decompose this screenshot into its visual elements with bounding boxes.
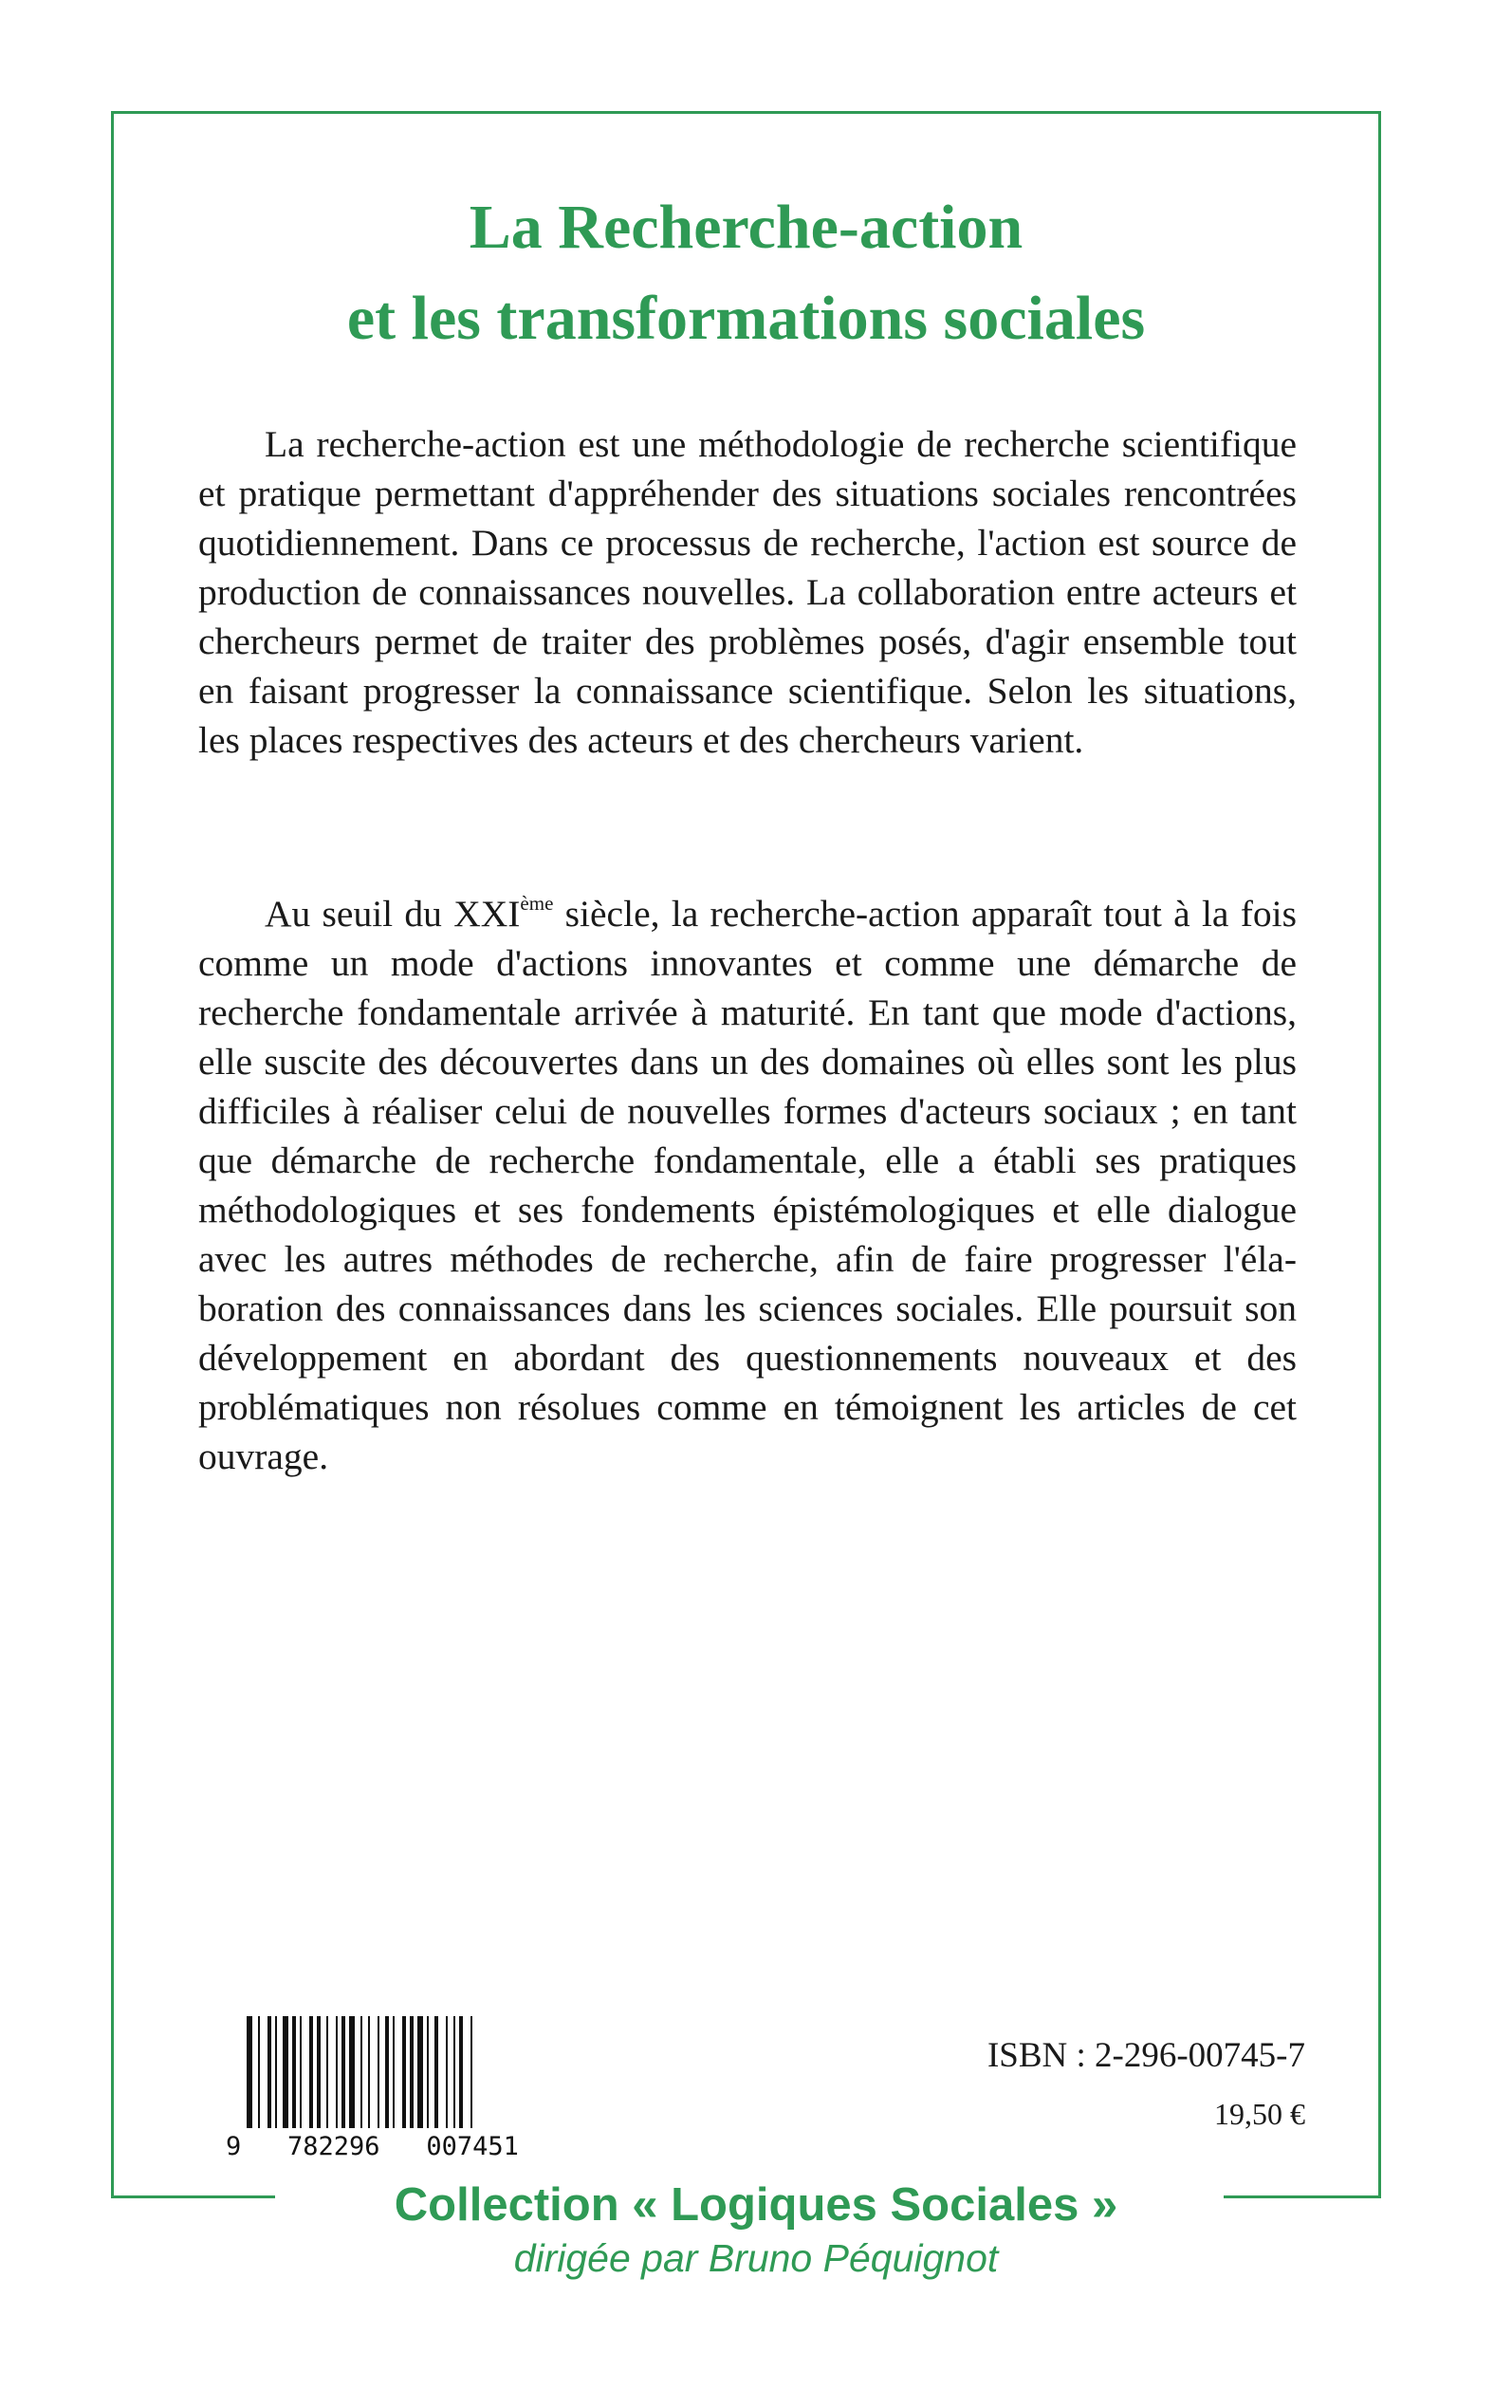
title-line-1: La Recherche-action bbox=[469, 193, 1023, 262]
barcode-digits: 9 782296 007451 bbox=[226, 2132, 519, 2158]
description-paragraph-1: La recherche-action est une méthodologie de recherche scientifique et pratique permettant d'appréhender des situations sociales rencontrées quotidiennement. Dans ce processus de recherche, l'action est source de production de connaissances nouvelles. La collaboration entre acteurs et chercheurs permet de traiter des problèmes posés, d'agir ensemble tout en faisant progresser la connaissance scientifique. Selon les situations, les places respectives des acteurs et des chercheurs varient. bbox=[198, 423, 1297, 761]
barcode-bars bbox=[247, 2016, 472, 2128]
barcode-bar bbox=[349, 2016, 355, 2128]
barcode-bar bbox=[402, 2016, 406, 2128]
collection-director: dirigée par Bruno Péquignot bbox=[513, 2236, 999, 2280]
barcode-bar bbox=[309, 2016, 313, 2128]
barcode-bar bbox=[470, 2016, 472, 2128]
barcode-bar bbox=[368, 2016, 370, 2128]
paragraph-2-rest: siècle, la recherche-action apparaît tout à la fois comme un mode d'actions innovantes et comme une démarche de recherche fondamentale arrivée à maturité. En tant que mode d'actions, elle suscite des découvertes dans un des domaines où elles sont les plus difficiles à réaliser celui de nouvelles formes d'acteurs sociaux ; en tant que démarche de recherche fondamentale, elle a établi ses pratiques méthodologiques et ses fondements épistémologiques et elle dialogue avec les autres méthodes de recherche, afin de faire progresser l'élaboration des connaissances dans les sciences sociales. Elle poursuit son développement en abordant des questionnements nouveaux et des problématiques non résolues comme en témoignent les articles de cet ouvrage. bbox=[198, 893, 1297, 1477]
description-paragraph-2 bbox=[198, 889, 1297, 1481]
barcode-bar bbox=[453, 2016, 455, 2128]
isbn-number: ISBN : 2-296-00745-7 bbox=[986, 2036, 1305, 2075]
barcode-bar bbox=[275, 2016, 277, 2128]
barcode-bar bbox=[326, 2016, 328, 2128]
paragraph-2-lead: Au seuil du XXI bbox=[265, 893, 521, 935]
book-title bbox=[111, 182, 1381, 364]
barcode-bar bbox=[427, 2016, 429, 2128]
barcode-bar bbox=[283, 2016, 288, 2128]
barcode-bar bbox=[336, 2016, 338, 2128]
barcode-bar bbox=[434, 2016, 438, 2128]
title-line-2: et les transformations sociales bbox=[346, 284, 1146, 353]
isbn-barcode bbox=[226, 2016, 556, 2158]
barcode-bar bbox=[341, 2016, 345, 2128]
barcode-bar bbox=[317, 2016, 321, 2128]
barcode-bar bbox=[258, 2016, 260, 2128]
barcode-bar bbox=[417, 2016, 423, 2128]
barcode-bar bbox=[292, 2016, 296, 2128]
barcode-bar bbox=[247, 2016, 252, 2128]
collection-name: Collection « Logiques Sociales » bbox=[394, 2179, 1118, 2231]
barcode-bar bbox=[446, 2016, 448, 2128]
barcode-bar bbox=[459, 2016, 463, 2128]
barcode-bar bbox=[393, 2016, 395, 2128]
barcode-bar bbox=[267, 2016, 271, 2128]
barcode-bar bbox=[385, 2016, 389, 2128]
barcode-bar bbox=[300, 2016, 302, 2128]
barcode-bar bbox=[360, 2016, 362, 2128]
barcode-bar bbox=[410, 2016, 414, 2128]
barcode-bar bbox=[378, 2016, 379, 2128]
ordinal-superscript: ème bbox=[520, 892, 554, 915]
price: 19,50 € bbox=[1214, 2097, 1305, 2131]
